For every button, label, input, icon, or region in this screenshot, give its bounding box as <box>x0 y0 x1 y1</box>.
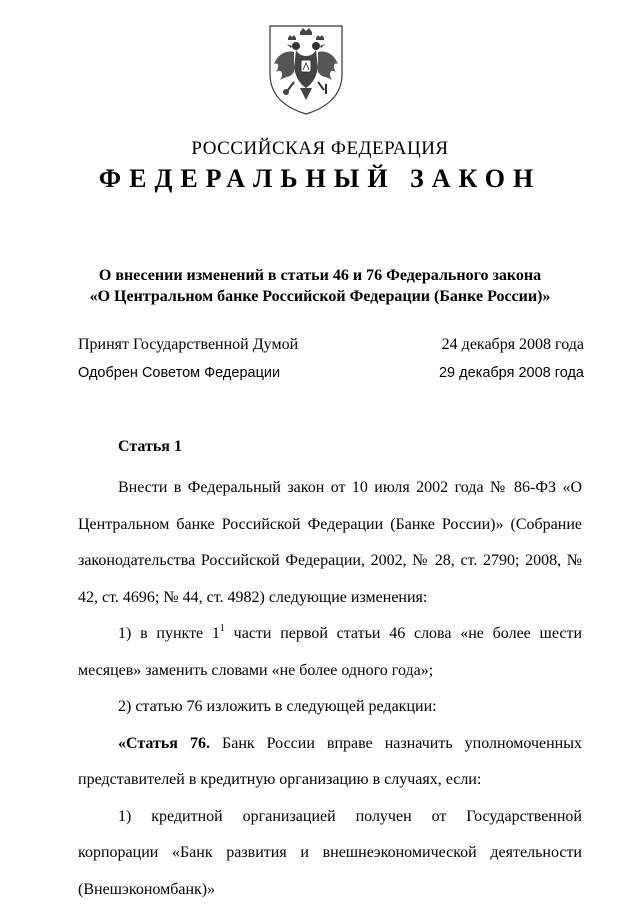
coat-of-arms-emblem <box>264 22 348 116</box>
council-label: Одобрен Советом Федерации <box>78 365 280 381</box>
law-title-line2: «О Центральном банке Российской Федерации (Банке России)» <box>0 286 640 307</box>
article-heading: Статья 1 <box>118 438 182 456</box>
article-intro-paragraph: Внести в Федеральный закон от 10 июля 2002 года № 86-ФЗ «О Центральном банке Российской Федерации (Банке России)» (Собрание законодательства Российской Федерации, 2002, № 28, ст. 2790; 2008, № 42, ст. 4696; № 44, ст. 4982) следующие изменения: <box>78 470 582 616</box>
law-type-heading: ФЕДЕРАЛЬНЫЙ ЗАКОН <box>0 164 640 194</box>
law-title-line1: О внесении изменений в статьи 46 и 76 Федерального закона <box>0 265 640 286</box>
council-date: 29 декабря 2008 года <box>439 365 584 381</box>
quoted-article-text: Банк России вправе назначить уполномоченных представителей в кредитную организацию в случаях, если: <box>78 735 582 789</box>
country-heading: РОССИЙСКАЯ ФЕДЕРАЦИЯ <box>0 138 640 160</box>
double-headed-eagle-icon <box>264 22 348 116</box>
item-2-paragraph: 2) статью 76 изложить в следующей редакции: <box>78 689 582 726</box>
subitem-1-paragraph: 1) кредитной организацией получен от Государственной корпорации «Банк развития и внешнеэкономической деятельности (Внешэкономбанк)» <box>78 799 582 908</box>
duma-label: Принят Государственной Думой <box>78 336 298 354</box>
item-1-prefix: 1) в пункте 1 <box>118 625 220 642</box>
item-1-superscript: 1 <box>220 623 225 634</box>
article-body <box>78 470 582 908</box>
duma-date: 24 декабря 2008 года <box>442 336 584 354</box>
law-title <box>0 265 640 307</box>
quoted-article-heading: «Статья 76. <box>118 735 210 752</box>
item-1-text: части первой статьи 46 слова «не более шести месяцев» заменить словами «не более одного года»; <box>78 625 582 679</box>
item-1-paragraph <box>78 616 582 689</box>
quoted-article-76-paragraph <box>78 726 582 799</box>
